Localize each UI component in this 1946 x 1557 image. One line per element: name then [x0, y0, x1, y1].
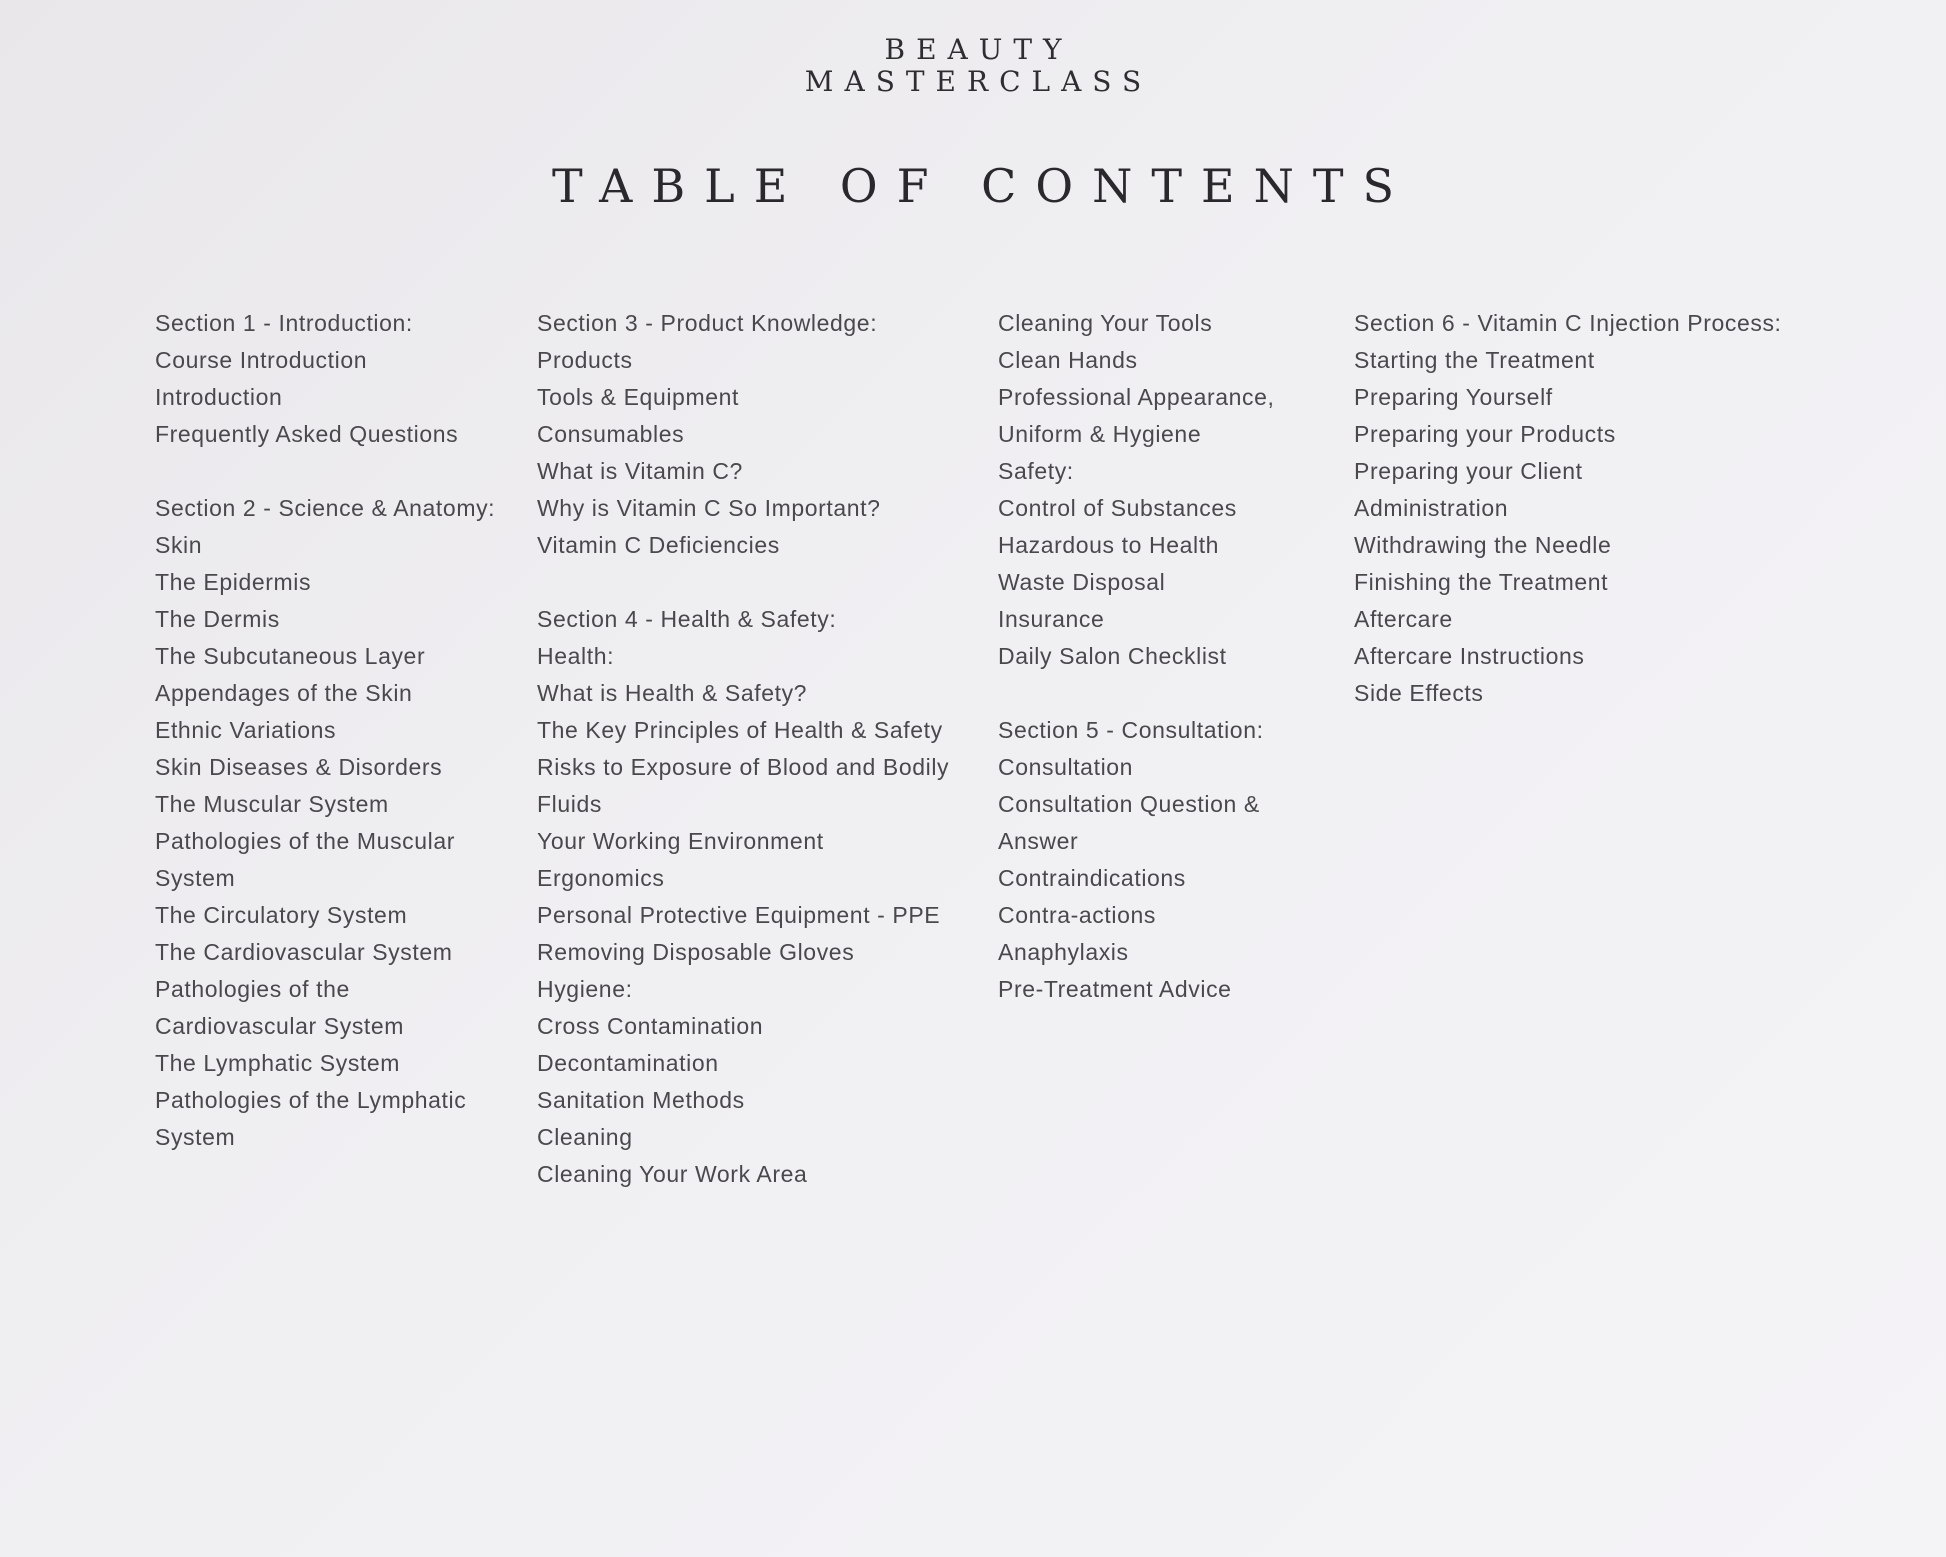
brand-line-beauty: BEAUTY: [884, 33, 1073, 66]
toc-entry: Contraindications: [998, 865, 1186, 891]
toc-entry: Safety:: [998, 458, 1074, 484]
toc-column-1: [155, 305, 495, 1156]
section-spacer: [155, 453, 495, 490]
toc-entry: The Epidermis: [155, 569, 312, 595]
toc-entry: Hazardous to Health: [998, 532, 1220, 558]
section-heading: Section 6 - Vitamin C Injection Process:: [1354, 310, 1782, 336]
toc-entry: Preparing your Client: [1354, 458, 1583, 484]
toc-entry: Consultation Question &: [998, 791, 1260, 817]
toc-entry: Tools & Equipment: [537, 384, 739, 410]
toc-column-4: [1354, 305, 1782, 712]
toc-entry: System: [155, 865, 236, 891]
toc-entry: Consumables: [537, 421, 685, 447]
toc-entry: Daily Salon Checklist: [998, 643, 1227, 669]
toc-entry: The Cardiovascular System: [155, 939, 453, 965]
toc-entry: The Subcutaneous Layer: [155, 643, 426, 669]
toc-entry: Personal Protective Equipment - PPE: [537, 902, 941, 928]
toc-entry: Contra-actions: [998, 902, 1156, 928]
toc-entry: Side Effects: [1354, 680, 1484, 706]
toc-entry: Professional Appearance,: [998, 384, 1275, 410]
toc-entry: Clean Hands: [998, 347, 1138, 373]
toc-entry: The Dermis: [155, 606, 280, 632]
brand-logo: [0, 34, 1946, 98]
section-heading: Section 1 - Introduction:: [155, 310, 413, 336]
toc-entry: Health:: [537, 643, 615, 669]
toc-entry: Cleaning: [537, 1124, 633, 1150]
toc-entry: Fluids: [537, 791, 602, 817]
toc-entry: The Circulatory System: [155, 902, 408, 928]
toc-entry: Withdrawing the Needle: [1354, 532, 1612, 558]
toc-entry: Cardiovascular System: [155, 1013, 405, 1039]
page-title: TABLE OF CONTENTS: [551, 159, 1414, 213]
section-heading: Section 5 - Consultation:: [998, 717, 1264, 743]
section-heading: Section 2 - Science & Anatomy:: [155, 495, 496, 521]
toc-column-3: [998, 305, 1275, 1008]
toc-entry: Skin Diseases & Disorders: [155, 754, 443, 780]
toc-entry: Decontamination: [537, 1050, 719, 1076]
toc-entry: Finishing the Treatment: [1354, 569, 1609, 595]
toc-entry: What is Vitamin C?: [537, 458, 743, 484]
toc-entry: Insurance: [998, 606, 1105, 632]
toc-entry: System: [155, 1124, 236, 1150]
toc-entry: Cleaning Your Work Area: [537, 1161, 808, 1187]
toc-entry: Removing Disposable Gloves: [537, 939, 855, 965]
toc-entry: Course Introduction: [155, 347, 368, 373]
toc-entry: Your Working Environment: [537, 828, 824, 854]
toc-entry: Uniform & Hygiene: [998, 421, 1202, 447]
toc-entry: Sanitation Methods: [537, 1087, 745, 1113]
toc-column-2: [537, 305, 949, 1193]
toc-entry: Control of Substances: [998, 495, 1237, 521]
toc-entry: Hygiene:: [537, 976, 633, 1002]
toc-entry: The Lymphatic System: [155, 1050, 401, 1076]
toc-entry: Introduction: [155, 384, 283, 410]
toc-entry: Waste Disposal: [998, 569, 1166, 595]
toc-entry: Ethnic Variations: [155, 717, 337, 743]
section-spacer: [537, 564, 949, 601]
toc-entry: Aftercare Instructions: [1354, 643, 1585, 669]
toc-entry: Anaphylaxis: [998, 939, 1129, 965]
section-heading: Section 3 - Product Knowledge:: [537, 310, 878, 336]
toc-entry: Cleaning Your Tools: [998, 310, 1213, 336]
toc-entry: Cross Contamination: [537, 1013, 764, 1039]
toc-entry: Products: [537, 347, 633, 373]
toc-entry: Starting the Treatment: [1354, 347, 1595, 373]
toc-entry: Preparing your Products: [1354, 421, 1616, 447]
toc-entry: Frequently Asked Questions: [155, 421, 459, 447]
section-spacer: [998, 675, 1275, 712]
toc-entry: The Muscular System: [155, 791, 389, 817]
toc-entry: Appendages of the Skin: [155, 680, 413, 706]
toc-entry: Vitamin C Deficiencies: [537, 532, 780, 558]
toc-entry: Answer: [998, 828, 1079, 854]
toc-entry: Risks to Exposure of Blood and Bodily: [537, 754, 950, 780]
toc-entry: Preparing Yourself: [1354, 384, 1553, 410]
section-heading: Section 4 - Health & Safety:: [537, 606, 837, 632]
toc-entry: Administration: [1354, 495, 1509, 521]
toc-entry: Pathologies of the: [155, 976, 350, 1002]
toc-entry: Pathologies of the Muscular: [155, 828, 456, 854]
brand-line-masterclass: MASTERCLASS: [804, 65, 1153, 98]
toc-entry: Pathologies of the Lymphatic: [155, 1087, 467, 1113]
toc-entry: Skin: [155, 532, 203, 558]
toc-entry: The Key Principles of Health & Safety: [537, 717, 943, 743]
toc-entry: Why is Vitamin C So Important?: [537, 495, 881, 521]
toc-entry: What is Health & Safety?: [537, 680, 808, 706]
toc-entry: Pre-Treatment Advice: [998, 976, 1232, 1002]
toc-entry: Ergonomics: [537, 865, 665, 891]
toc-entry: Consultation: [998, 754, 1134, 780]
toc-entry: Aftercare: [1354, 606, 1453, 632]
